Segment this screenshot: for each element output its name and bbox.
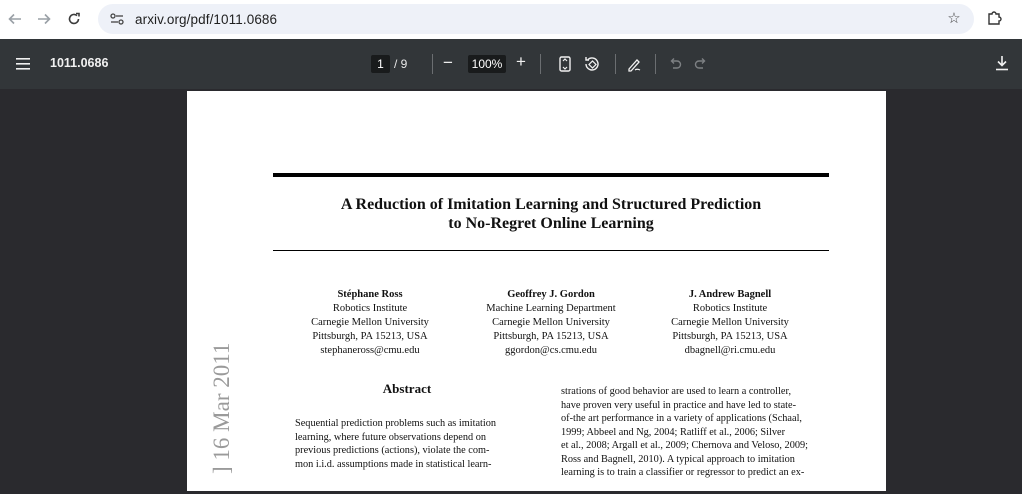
text-line: Sequential prediction problems such as imitation <box>295 418 497 429</box>
toolbar-divider <box>432 54 433 74</box>
title-line-2: to No-Regret Online Learning <box>448 215 654 232</box>
abstract-heading: Abstract <box>382 381 432 396</box>
toolbar-divider <box>655 54 656 74</box>
text-line: have proven very useful in practice and have led to state- <box>561 399 797 411</box>
author-affiliation: Carnegie Mellon University <box>492 317 610 328</box>
back-arrow-icon[interactable] <box>3 7 27 31</box>
text-line: learning is to train a classifier or regressor to predict an ex- <box>561 467 805 478</box>
author-affiliation: Robotics Institute <box>692 303 768 314</box>
zoom-level-input[interactable]: 100% <box>468 55 506 73</box>
extensions-puzzle-icon[interactable] <box>986 9 1004 27</box>
browser-toolbar <box>0 0 1022 39</box>
author-email: dbagnell@ri.cmu.edu <box>684 345 776 356</box>
zoom-out-button[interactable]: − <box>443 53 453 72</box>
page-total: / 9 <box>394 57 408 71</box>
text-line: of-the art performance in a variety of applications (Schaal, <box>561 413 803 424</box>
zoom-in-button[interactable]: + <box>516 52 526 71</box>
title-rule-top <box>273 173 829 177</box>
pdf-page <box>187 91 886 491</box>
text-line: previous predictions (actions), violate the com- <box>295 445 490 456</box>
text-line: Ross and Bagnell, 2010). A typical approach to imitation <box>561 453 795 465</box>
rotate-icon[interactable] <box>583 55 601 73</box>
author-name: J. Andrew Bagnell <box>688 289 772 300</box>
redo-icon[interactable] <box>692 55 710 73</box>
arxiv-side-stamp <box>203 334 233 494</box>
page-number-input[interactable]: 1 <box>371 55 390 73</box>
toolbar-divider <box>615 54 616 74</box>
author-affiliation: Carnegie Mellon University <box>671 317 789 328</box>
text-line: et al., 2008; Argall et al., 2009; Chernova and Veloso, 2009; <box>561 440 808 451</box>
undo-icon[interactable] <box>666 55 684 73</box>
author-affiliation: Machine Learning Department <box>486 303 616 314</box>
document-title: 1011.0686 <box>50 56 109 70</box>
pdf-viewer[interactable] <box>0 89 1022 478</box>
author-affiliation: Robotics Institute <box>332 303 408 314</box>
author-name: Stéphane Ross <box>337 289 403 300</box>
text-line: learning, where future observations depend on <box>295 431 487 443</box>
text-line: 1999; Abbeel and Ng, 2004; Ratliff et al., 2006; Silver <box>561 426 786 438</box>
forward-arrow-icon[interactable] <box>32 7 56 31</box>
author-block <box>275 288 465 358</box>
url-text[interactable]: arxiv.org/pdf/1011.0686 <box>135 11 278 27</box>
text-line: mon i.i.d. assumptions made in statistical learn- <box>295 458 492 470</box>
site-info-icon[interactable] <box>109 11 125 27</box>
author-address: Pittsburgh, PA 15213, USA <box>672 331 788 342</box>
toolbar-divider <box>540 54 541 74</box>
author-affiliation: Carnegie Mellon University <box>311 317 429 328</box>
title-rule-bottom <box>273 250 829 251</box>
address-bar[interactable] <box>98 4 974 34</box>
author-address: Pittsburgh, PA 15213, USA <box>312 331 428 342</box>
author-address: Pittsburgh, PA 15213, USA <box>493 331 609 342</box>
arxiv-stamp-text: ] 16 Mar 2011 <box>209 342 234 474</box>
author-block <box>635 288 825 358</box>
author-email: stephaneross@cmu.edu <box>320 345 420 356</box>
author-name: Geoffrey J. Gordon <box>507 289 595 300</box>
download-icon[interactable] <box>995 55 1009 71</box>
author-email: ggordon@cs.cmu.edu <box>505 345 597 356</box>
menu-icon[interactable] <box>16 57 30 69</box>
author-block <box>456 288 646 358</box>
annotate-pen-icon[interactable] <box>625 55 643 73</box>
title-line-1: A Reduction of Imitation Learning and Structured Prediction <box>340 196 762 213</box>
pdf-toolbar <box>0 39 1022 89</box>
abstract-text <box>295 417 519 471</box>
intro-text <box>561 385 829 480</box>
fit-page-icon[interactable] <box>556 55 574 73</box>
text-line: strations of good behavior are used to learn a controller, <box>561 386 792 397</box>
paper-title <box>273 195 829 233</box>
reload-icon[interactable] <box>62 7 86 31</box>
bookmark-star-icon[interactable]: ☆ <box>947 10 961 27</box>
